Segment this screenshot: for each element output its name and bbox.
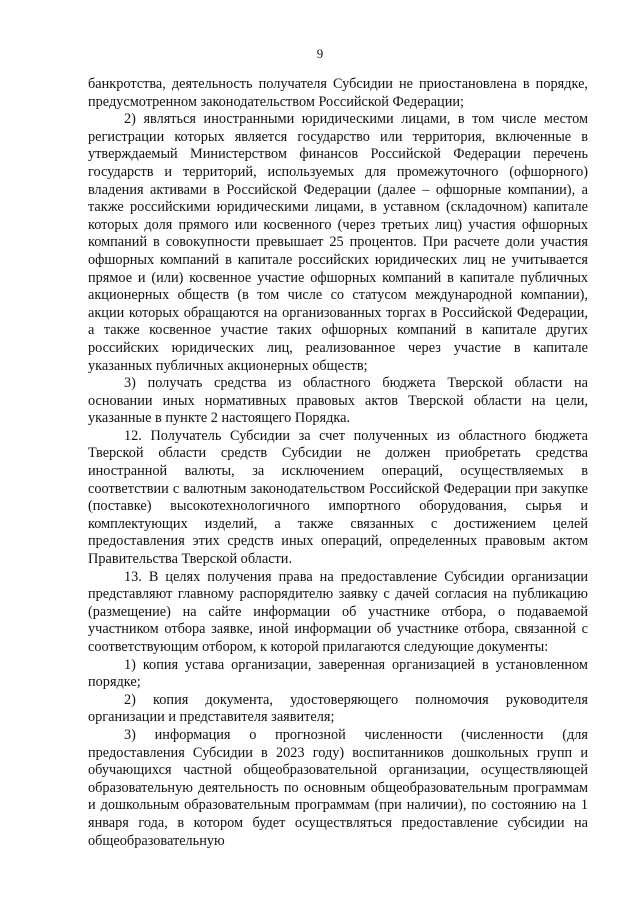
paragraph-bankruptcy-continuation: банкротства, деятельность получателя Субсидии не приостановлена в порядке, предусмотренном законодательством Российской Федерации;: [88, 76, 588, 110]
page-number: 9: [316, 46, 324, 61]
paragraph-item-3-budget-funds: 3) получать средства из областного бюджета Тверской области на основании иных нормативных правовых актов Тверской области на цели, указанные в пункте 2 настоящего Порядка.: [88, 375, 588, 427]
paragraph-doc-item-1: 1) копия устава организации, заверенная организацией в установленном порядке;: [88, 656, 588, 691]
paragraph-clause-12: 12. Получатель Субсидии за счет полученных из областного бюджета Тверской области средств Субсидии не должен приобретать средства иностранной валюты, за исключением операций, осуществляемых в соответствии с валютным законодательством Российской Федерации при закупке (поставке) высокотехнологичного импортного оборудования, сырья и комплектующих изделий, а также связанных с достижением целей предоставления этих средств иных операций, определенных правовым актом Правительства Тверской области.: [88, 427, 588, 568]
paragraph-clause-13: 13. В целях получения права на предоставление Субсидии организации представляют главному распорядителю заявку с дачей согласия на публикацию (размещение) на сайте информации об участнике отбора, о подаваемой участником отбора заявке, иной информации об участнике отбора, связанной с соответствующим отбором, к которой прилагаются следующие документы:: [88, 568, 588, 655]
document-body: [88, 76, 588, 850]
paragraph-doc-item-2: 2) копия документа, удостоверяющего полномочия руководителя организации и представителя заявителя;: [88, 691, 588, 726]
paragraph-doc-item-3: 3) информация о прогнозной численности (численности (для предоставления Субсидии в 2023 году) воспитанников дошкольных групп и обучающихся частной общеобразовательной организации, осуществляющей образовательную деятельность по основным общеобразовательным программам и дошкольным образовательным программам (при наличии), по состоянию на 1 января года, в котором будет осуществляться предоставление субсидии на общеобразовательную: [88, 726, 588, 849]
paragraph-item-2-offshore: 2) являться иностранными юридическими лицами, в том числе местом регистрации которых является государство или территория, включенные в утверждаемый Министерством финансов Российской Федерации перечень государств и территорий, используемых для промежуточного (офшорного) владения активами в Российской Федерации (далее – офшорные компании), а также российскими юридическими лицами, в уставном (складочном) капитале которых доля прямого или косвенного (через третьих лиц) участия офшорных компаний в совокупности превышает 25 процентов. При расчете доли участия офшорных компаний в капитале российских юридических лиц не учитывается прямое и (или) косвенное участие офшорных компаний в капитале публичных акционерных обществ (в том числе со статусом международной компании), акции которых обращаются на организованных торгах в Российской Федерации, а также косвенное участие таких офшорных компаний в капитале других российских юридических лиц, реализованное через участие в капитале указанных публичных акционерных обществ;: [88, 111, 588, 374]
